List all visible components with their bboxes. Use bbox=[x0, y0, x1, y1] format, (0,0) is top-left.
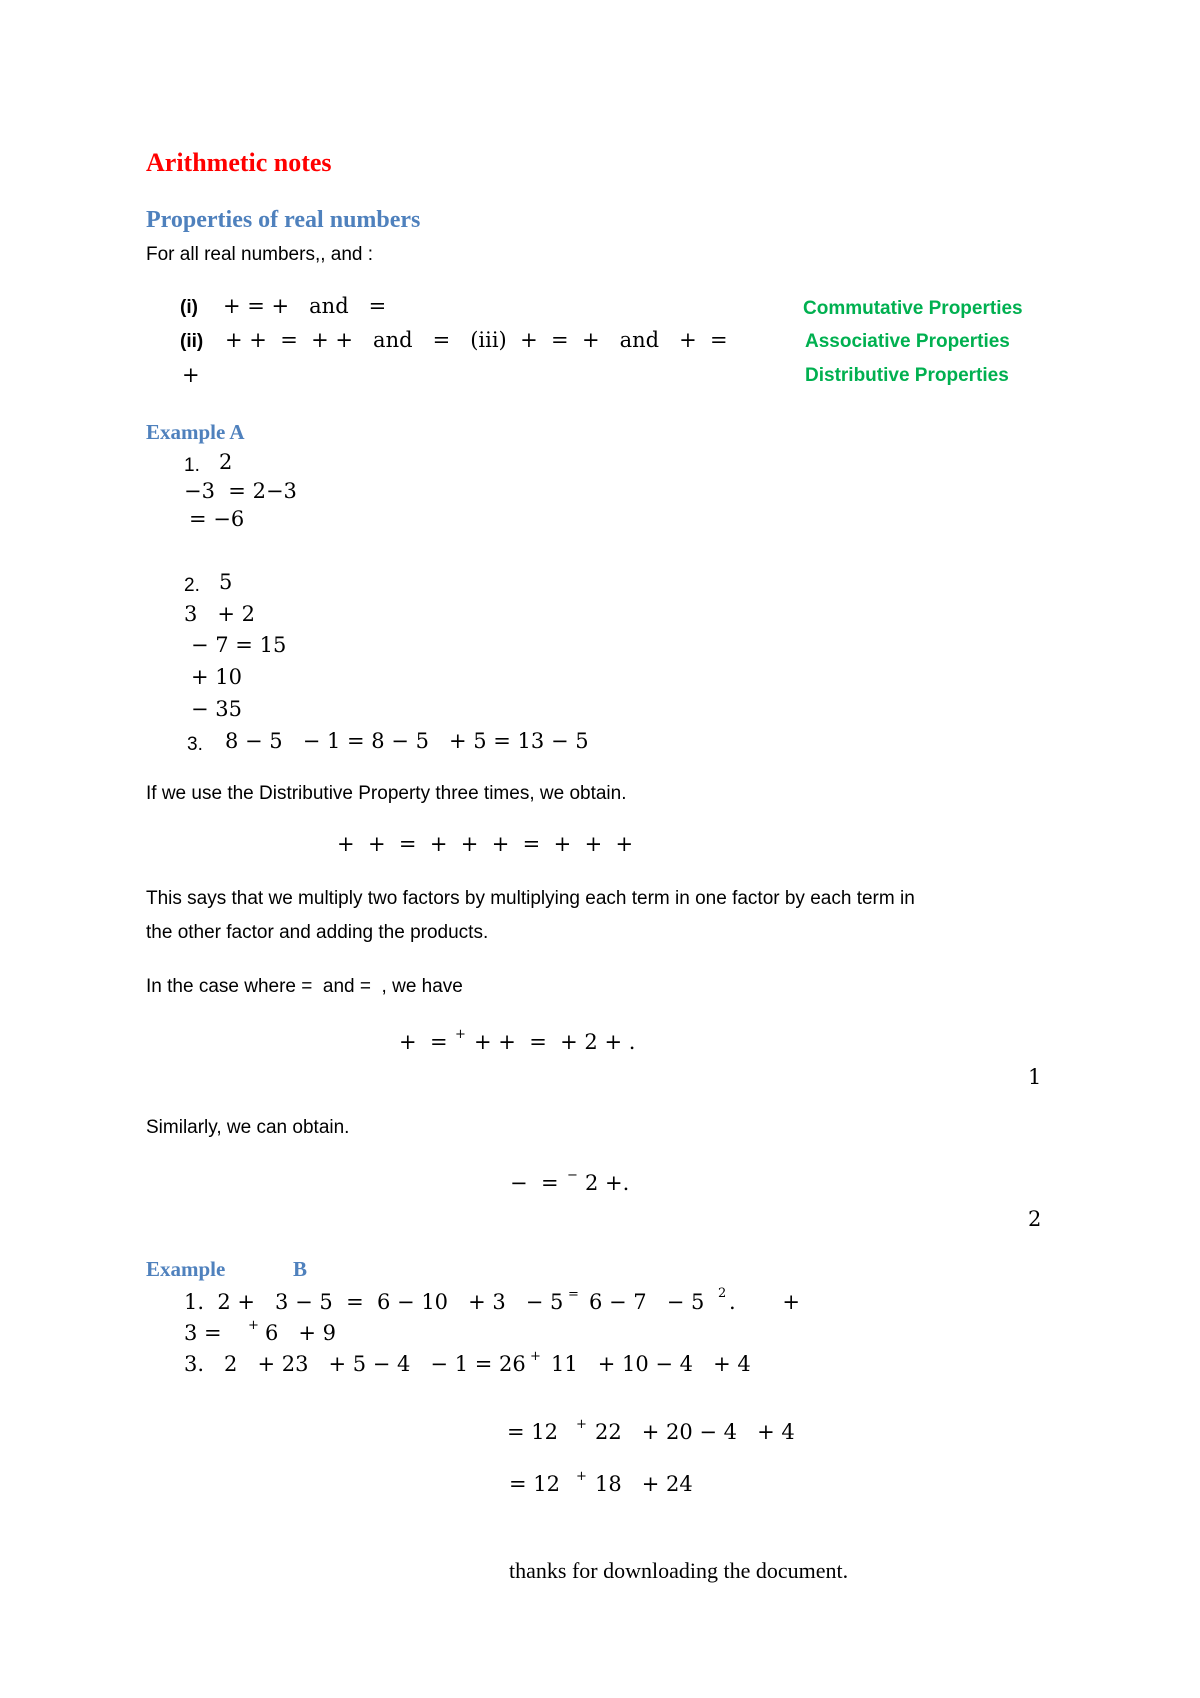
property-expr-ii: + + = + + and = (iii) + = + and + = bbox=[225, 328, 728, 352]
equation-1-sup: + bbox=[455, 1027, 466, 1042]
closing-text: thanks for downloading the document. bbox=[509, 1558, 849, 1583]
equation-2-left: − = bbox=[510, 1171, 559, 1195]
example-b-line-3: 3. 2 + 23 + 5 − 4 − 1 = 26 bbox=[184, 1352, 526, 1376]
example-a-item-2-line: − 35 bbox=[191, 697, 242, 721]
equation-2-sup: − bbox=[567, 1168, 578, 1183]
distributive-intro: If we use the Distributive Property three times, we obtain. bbox=[146, 783, 627, 804]
example-a-item-2-line: 5 bbox=[219, 570, 233, 594]
example-a-item-2-line: − 7 = 15 bbox=[191, 633, 287, 657]
example-b-line-1-sup: = bbox=[568, 1287, 579, 1302]
equation-1-right: + + = + 2 + . bbox=[474, 1030, 636, 1054]
example-b-line-2-sup: + bbox=[248, 1318, 259, 1333]
example-a-item-1-line: −3 = 2−3 bbox=[184, 479, 297, 503]
distributive-label: Distributive Properties bbox=[805, 365, 1009, 386]
example-b-line-1: 1. 2 + 3 − 5 = 6 − 10 + 3 − 5 bbox=[184, 1290, 564, 1314]
example-b-line-4-sup: + bbox=[576, 1417, 587, 1432]
explanation-line-1: This says that we multiply two factors by multiplying each term in one factor by each term in bbox=[146, 888, 915, 909]
example-a-item-2-line: + 10 bbox=[191, 665, 242, 689]
example-a-item-2-number: 2. bbox=[184, 575, 200, 596]
commutative-label: Commutative Properties bbox=[803, 298, 1023, 319]
explanation-line-2: the other factor and adding the products. bbox=[146, 922, 489, 943]
example-a-item-2-line: 3 + 2 bbox=[184, 602, 256, 626]
example-b-heading: Example bbox=[146, 1257, 226, 1281]
equation-1-left: + = bbox=[399, 1030, 448, 1054]
property-label-ii: (ii) bbox=[180, 331, 204, 352]
property-label-i: (i) bbox=[180, 297, 198, 318]
similarly-text: Similarly, we can obtain. bbox=[146, 1117, 350, 1138]
example-a-item-3-number: 3. bbox=[187, 734, 203, 755]
case-intro: In the case where = and = , we have bbox=[146, 976, 463, 997]
example-a-item-1-line: 2 bbox=[219, 450, 233, 474]
example-b-line-2: 3 = bbox=[184, 1321, 222, 1345]
example-b-line-3-cont: 11 + 10 − 4 + 4 bbox=[551, 1352, 751, 1376]
document-title: Arithmetic notes bbox=[146, 148, 332, 177]
example-a-item-3-line: 8 − 5 − 1 = 8 − 5 + 5 = 13 − 5 bbox=[225, 729, 589, 753]
example-b-heading-letter: B bbox=[293, 1257, 308, 1281]
section-heading: Properties of real numbers bbox=[146, 207, 421, 233]
example-b-line-5-sup: + bbox=[576, 1469, 587, 1484]
property-expr-iii-cont: + bbox=[182, 363, 200, 387]
property-expr-i: + = + and = bbox=[223, 294, 387, 318]
example-a-item-1-number: 1. bbox=[184, 455, 200, 476]
example-a-heading: Example A bbox=[146, 420, 245, 444]
example-a-item-1-line: = −6 bbox=[189, 507, 245, 531]
example-b-line-5-cont: 18 + 24 bbox=[595, 1472, 693, 1496]
example-b-line-3-sup: + bbox=[530, 1349, 541, 1364]
equation-2-number: 2 bbox=[1028, 1207, 1042, 1231]
intro-text: For all real numbers,, and : bbox=[146, 244, 374, 265]
example-b-line-4-cont: 22 + 20 − 4 + 4 bbox=[595, 1420, 795, 1444]
associative-label: Associative Properties bbox=[805, 331, 1010, 352]
example-b-line-1-cont: 6 − 7 − 5 bbox=[589, 1290, 705, 1314]
example-b-line-4: = 12 bbox=[507, 1420, 558, 1444]
equation-2-right: 2 +. bbox=[585, 1171, 630, 1195]
example-b-line-1-exponent: 2 bbox=[718, 1286, 727, 1301]
example-b-line-5: = 12 bbox=[509, 1472, 560, 1496]
example-b-line-2-cont: 6 + 9 bbox=[265, 1321, 337, 1345]
example-b-line-1-end: . + bbox=[729, 1290, 800, 1314]
equation-1-number: 1 bbox=[1028, 1065, 1042, 1089]
foil-expansion: + + = + + + = + + + bbox=[337, 832, 634, 856]
